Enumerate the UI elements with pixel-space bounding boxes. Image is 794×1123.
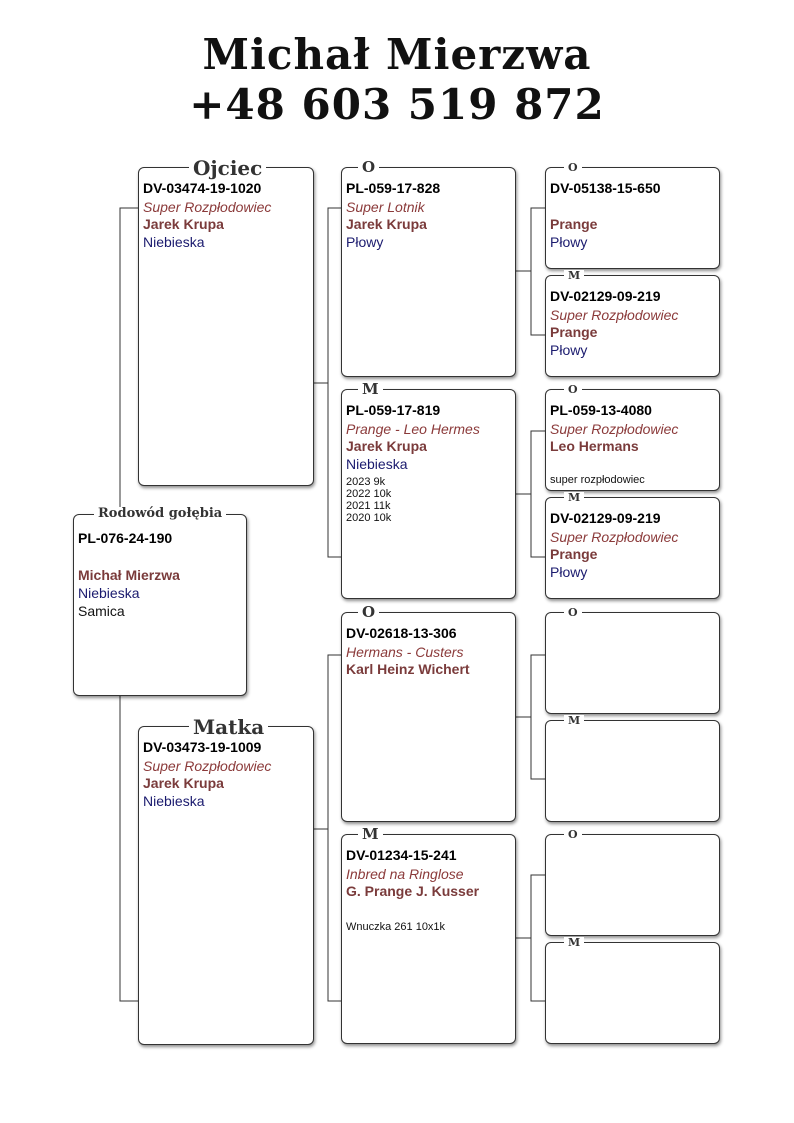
great-grandparent-card: [545, 269, 720, 377]
result-note: 2023 9k: [346, 476, 386, 488]
great-grandparent-caption: M: [564, 270, 584, 281]
subject-breeder: Michał Mierzwa: [78, 567, 180, 583]
owner-name: Michał Mierzwa: [202, 30, 592, 79]
sire-card: [138, 156, 314, 486]
great-grandparent-breeder: Prange: [550, 216, 598, 232]
great-grandparent-ring: DV-05138-15-650: [550, 180, 661, 196]
grandparent-color: Płowy: [346, 234, 384, 250]
sire-breeder: Jarek Krupa: [143, 216, 224, 232]
dam-title: Super Rozpłodowiec: [143, 758, 272, 774]
great-grandparent-color: Płowy: [550, 564, 588, 580]
result-note: 2022 10k: [346, 488, 392, 500]
subject-caption: Rodowód gołębia: [94, 507, 226, 520]
grandparent-title: Inbred na Ringlose: [346, 866, 464, 882]
grandparent-breeder: Jarek Krupa: [346, 216, 427, 232]
great-grandparent-breeder: Leo Hermans: [550, 438, 639, 454]
subject-sex: Samica: [78, 603, 125, 619]
grandparent-title: Super Lotnik: [346, 199, 425, 215]
great-grandparent-caption: M: [564, 715, 584, 726]
great-grandparent-card: [545, 161, 720, 269]
grandparent-caption: O: [358, 160, 379, 175]
grandparent-caption: M: [358, 827, 383, 842]
grandsire-sire-side-card: [341, 158, 516, 377]
sire-caption: Ojciec: [189, 158, 266, 178]
great-grandparent-card-empty: [545, 606, 720, 714]
great-grandparent-ring: DV-02129-09-219: [550, 288, 661, 304]
great-grandparent-note: super rozpłodowiec: [550, 474, 645, 486]
great-grandparent-caption: M: [564, 937, 584, 948]
subject-ring: PL-076-24-190: [78, 530, 173, 546]
dam-ring: DV-03473-19-1009: [143, 739, 262, 755]
great-grandparent-card: [545, 383, 720, 491]
dam-card: [138, 715, 314, 1045]
grandparent-ring: PL-059-17-819: [346, 402, 441, 418]
sire-title: Super Rozpłodowiec: [143, 199, 272, 215]
great-grandparent-title: Super Rozpłodowiec: [550, 307, 679, 323]
dam-color: Niebieska: [143, 793, 205, 809]
grandparent-breeder: Karl Heinz Wichert: [346, 661, 470, 677]
great-grandparent-caption: O: [564, 829, 582, 840]
great-grandparent-caption: O: [564, 162, 582, 173]
grandparent-breeder: G. Prange J. Kusser: [346, 883, 480, 899]
great-grandparent-card-empty: [545, 936, 720, 1044]
result-note: 2020 10k: [346, 512, 392, 524]
grandparent-caption: M: [358, 382, 383, 397]
great-grandparent-title: Super Rozpłodowiec: [550, 421, 679, 437]
great-grandparent-card: [545, 491, 720, 599]
great-grandparent-card-empty: [545, 714, 720, 822]
great-grandparent-title: Super Rozpłodowiec: [550, 529, 679, 545]
subject-color: Niebieska: [78, 585, 140, 601]
grandsire-dam-side-card: [341, 603, 516, 822]
dam-breeder: Jarek Krupa: [143, 775, 224, 791]
great-grandparent-breeder: Prange: [550, 324, 598, 340]
great-grandparent-color: Płowy: [550, 234, 588, 250]
granddam-sire-side-card: [341, 380, 516, 599]
grandparent-ring: DV-02618-13-306: [346, 625, 457, 641]
great-grandparent-caption: M: [564, 492, 584, 503]
result-note: Wnuczka 261 10x1k: [346, 921, 446, 933]
grandparent-caption: O: [358, 605, 379, 620]
great-grandparent-ring: PL-059-13-4080: [550, 402, 652, 418]
grandparent-title: Hermans - Custers: [346, 644, 464, 660]
great-grandparent-color: Płowy: [550, 342, 588, 358]
grandparent-color: Niebieska: [346, 456, 408, 472]
sire-color: Niebieska: [143, 234, 205, 250]
subject-card: [73, 506, 247, 696]
great-grandparent-ring: DV-02129-09-219: [550, 510, 661, 526]
great-grandparent-caption: O: [564, 607, 582, 618]
sire-ring: DV-03474-19-1020: [143, 180, 262, 196]
grandparent-ring: DV-01234-15-241: [346, 847, 457, 863]
dam-caption: Matka: [189, 717, 268, 737]
owner-phone: +48 603 519 872: [189, 80, 605, 129]
grandparent-ring: PL-059-17-828: [346, 180, 441, 196]
grandparent-breeder: Jarek Krupa: [346, 438, 427, 454]
granddam-dam-side-card: [341, 825, 516, 1044]
grandparent-title: Prange - Leo Hermes: [346, 421, 480, 437]
great-grandparent-caption: O: [564, 384, 582, 395]
result-note: 2021 11k: [346, 500, 391, 512]
great-grandparent-card-empty: [545, 828, 720, 936]
great-grandparent-breeder: Prange: [550, 546, 598, 562]
